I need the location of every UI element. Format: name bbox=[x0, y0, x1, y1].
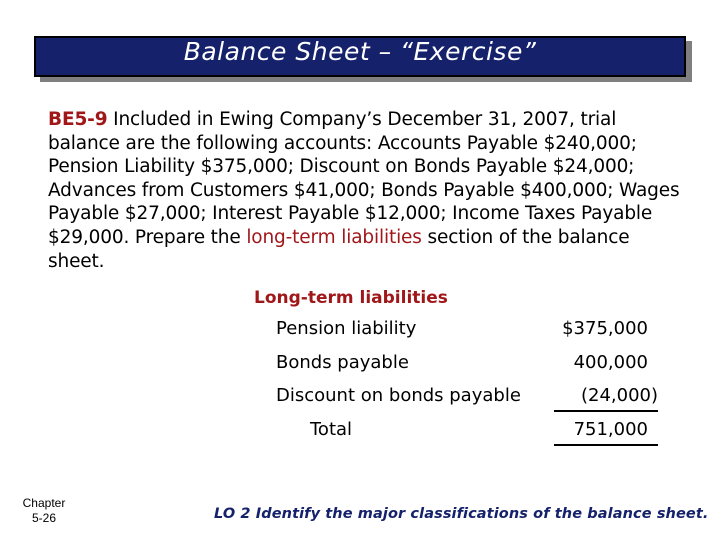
problem-highlight: long-term liabilities bbox=[246, 226, 422, 248]
chapter-word: Chapter bbox=[22, 496, 66, 510]
row-value-bonds: 400,000 bbox=[573, 352, 648, 373]
problem-text-after: section of the balance sheet. bbox=[48, 226, 630, 272]
chapter-label bbox=[18, 496, 70, 526]
problem-text-before: Included in Ewing Company’s December 31, 2007, trial balance are the following accounts: Accounts Payable $240,000; Pension Liability $375,000; Discount on Bonds Payable $24,000; Advances from Customers $41,000; Bonds Payable $400,000; Wages Payable $27,000; Interest Payable $12,000; Income Taxes Payable $29,000. Prepare the bbox=[48, 109, 680, 248]
row-label-discount: Discount on bonds payable bbox=[276, 385, 521, 406]
row-value-total: 751,000 bbox=[573, 419, 648, 440]
row-value-pension: $375,000 bbox=[562, 318, 648, 339]
chapter-page: 5-26 bbox=[31, 511, 57, 525]
learning-objective-footer: LO 2 Identify the major classifications of the balance sheet. bbox=[214, 506, 709, 522]
row-label-bonds: Bonds payable bbox=[276, 352, 409, 373]
problem-text bbox=[48, 108, 688, 273]
row-label-pension: Pension liability bbox=[276, 318, 417, 339]
problem-code: BE5-9 bbox=[48, 109, 108, 130]
slide-title: Balance Sheet – “Exercise” bbox=[183, 37, 537, 66]
total-rule bbox=[554, 444, 658, 446]
row-value-discount: (24,000) bbox=[580, 385, 658, 406]
row-label-total: Total bbox=[310, 419, 353, 440]
title-bar bbox=[34, 36, 686, 77]
section-heading: Long-term liabilities bbox=[254, 288, 448, 308]
subtotal-rule bbox=[554, 410, 658, 412]
